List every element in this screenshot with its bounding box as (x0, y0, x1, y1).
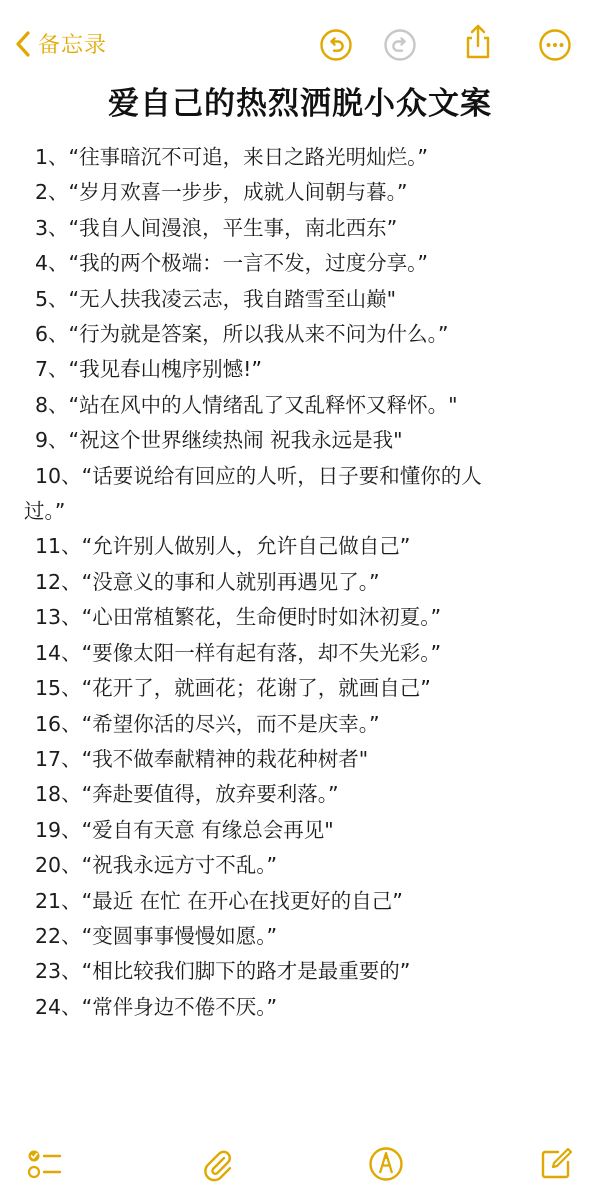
note-line: 11、“允许别人做别人，允许自己做自己” (35, 534, 411, 559)
note-line: 22、“变圆事事慢慢如愿。” (35, 923, 278, 948)
note-line: 7、“我见春山槐序别憾!” (35, 357, 263, 382)
share-button[interactable] (460, 26, 496, 62)
note-line: 8、“站在风中的人情绪乱了又乱释怀又释怀。" (35, 392, 458, 417)
note-line: 14、“要像太阳一样有起有落，却不失光彩。” (35, 640, 442, 665)
note-line: 12、“没意义的事和人就别再遇见了。” (35, 569, 380, 594)
compose-icon (536, 1144, 576, 1188)
chevron-left-icon (14, 29, 32, 59)
note-line: 17、“我不做奉献精神的栽花种树者" (35, 746, 369, 771)
share-icon (461, 23, 495, 65)
note-line: 3、“我自人间漫浪，平生事，南北西东” (35, 215, 398, 240)
markup-button[interactable] (366, 1146, 406, 1186)
note-line: 4、“我的两个极端：一言不发，过度分享。” (35, 251, 429, 276)
back-button[interactable] (14, 28, 107, 59)
more-icon (538, 28, 572, 66)
note-line: 21、“最近 在忙 在开心在找更好的自己” (35, 888, 403, 913)
note-line: 6、“行为就是答案，所以我从来不问为什么。” (35, 322, 449, 347)
note-line: 24、“常伴身边不倦不厌。” (35, 994, 278, 1019)
undo-icon (319, 28, 353, 66)
attachment-button[interactable] (197, 1146, 237, 1186)
note-title[interactable]: 爱自己的热烈洒脱小众文案 (108, 86, 492, 122)
note-line: 20、“祝我永远方寸不乱。” (35, 853, 278, 878)
undo-button[interactable] (318, 29, 354, 65)
paperclip-icon (197, 1144, 237, 1188)
redo-button[interactable] (382, 29, 418, 65)
note-body[interactable] (24, 140, 565, 1025)
note-line: 1、“往事暗沉不可追，来日之路光明灿烂。” (35, 145, 429, 169)
note-line: 9、“祝这个世界继续热闹 祝我永远是我" (35, 428, 403, 453)
bottom-toolbar (0, 1136, 600, 1196)
note-line: 15、“花开了，就画花；花谢了，就画自己” (35, 676, 431, 701)
note-line: 18、“奔赴要值得，放弃要利落。” (35, 782, 339, 807)
compose-button[interactable] (536, 1146, 576, 1186)
note-line: 13、“心田常植繁花，生命便时时如沐初夏。” (35, 605, 442, 630)
checklist-button[interactable] (24, 1146, 64, 1186)
redo-icon (383, 28, 417, 66)
note-line: 19、“爱自有天意 有缘总会再见" (35, 817, 334, 842)
note-line: 过。” (24, 499, 66, 524)
note-line: 10、“话要说给有回应的人听，日子要和懂你的人 (35, 463, 482, 488)
back-label: 备忘录 (38, 33, 108, 58)
markup-pen-icon (366, 1144, 406, 1188)
note-line: 2、“岁月欢喜一步步，成就人间朝与暮。” (35, 180, 408, 205)
more-button[interactable] (537, 29, 573, 65)
note-line: 23、“相比较我们脚下的路才是最重要的” (35, 959, 411, 984)
checklist-icon (24, 1144, 64, 1188)
note-line: 16、“希望你活的尽兴，而不是庆幸。” (35, 711, 380, 736)
note-line: 5、“无人扶我凌云志，我自踏雪至山巅" (35, 286, 397, 311)
